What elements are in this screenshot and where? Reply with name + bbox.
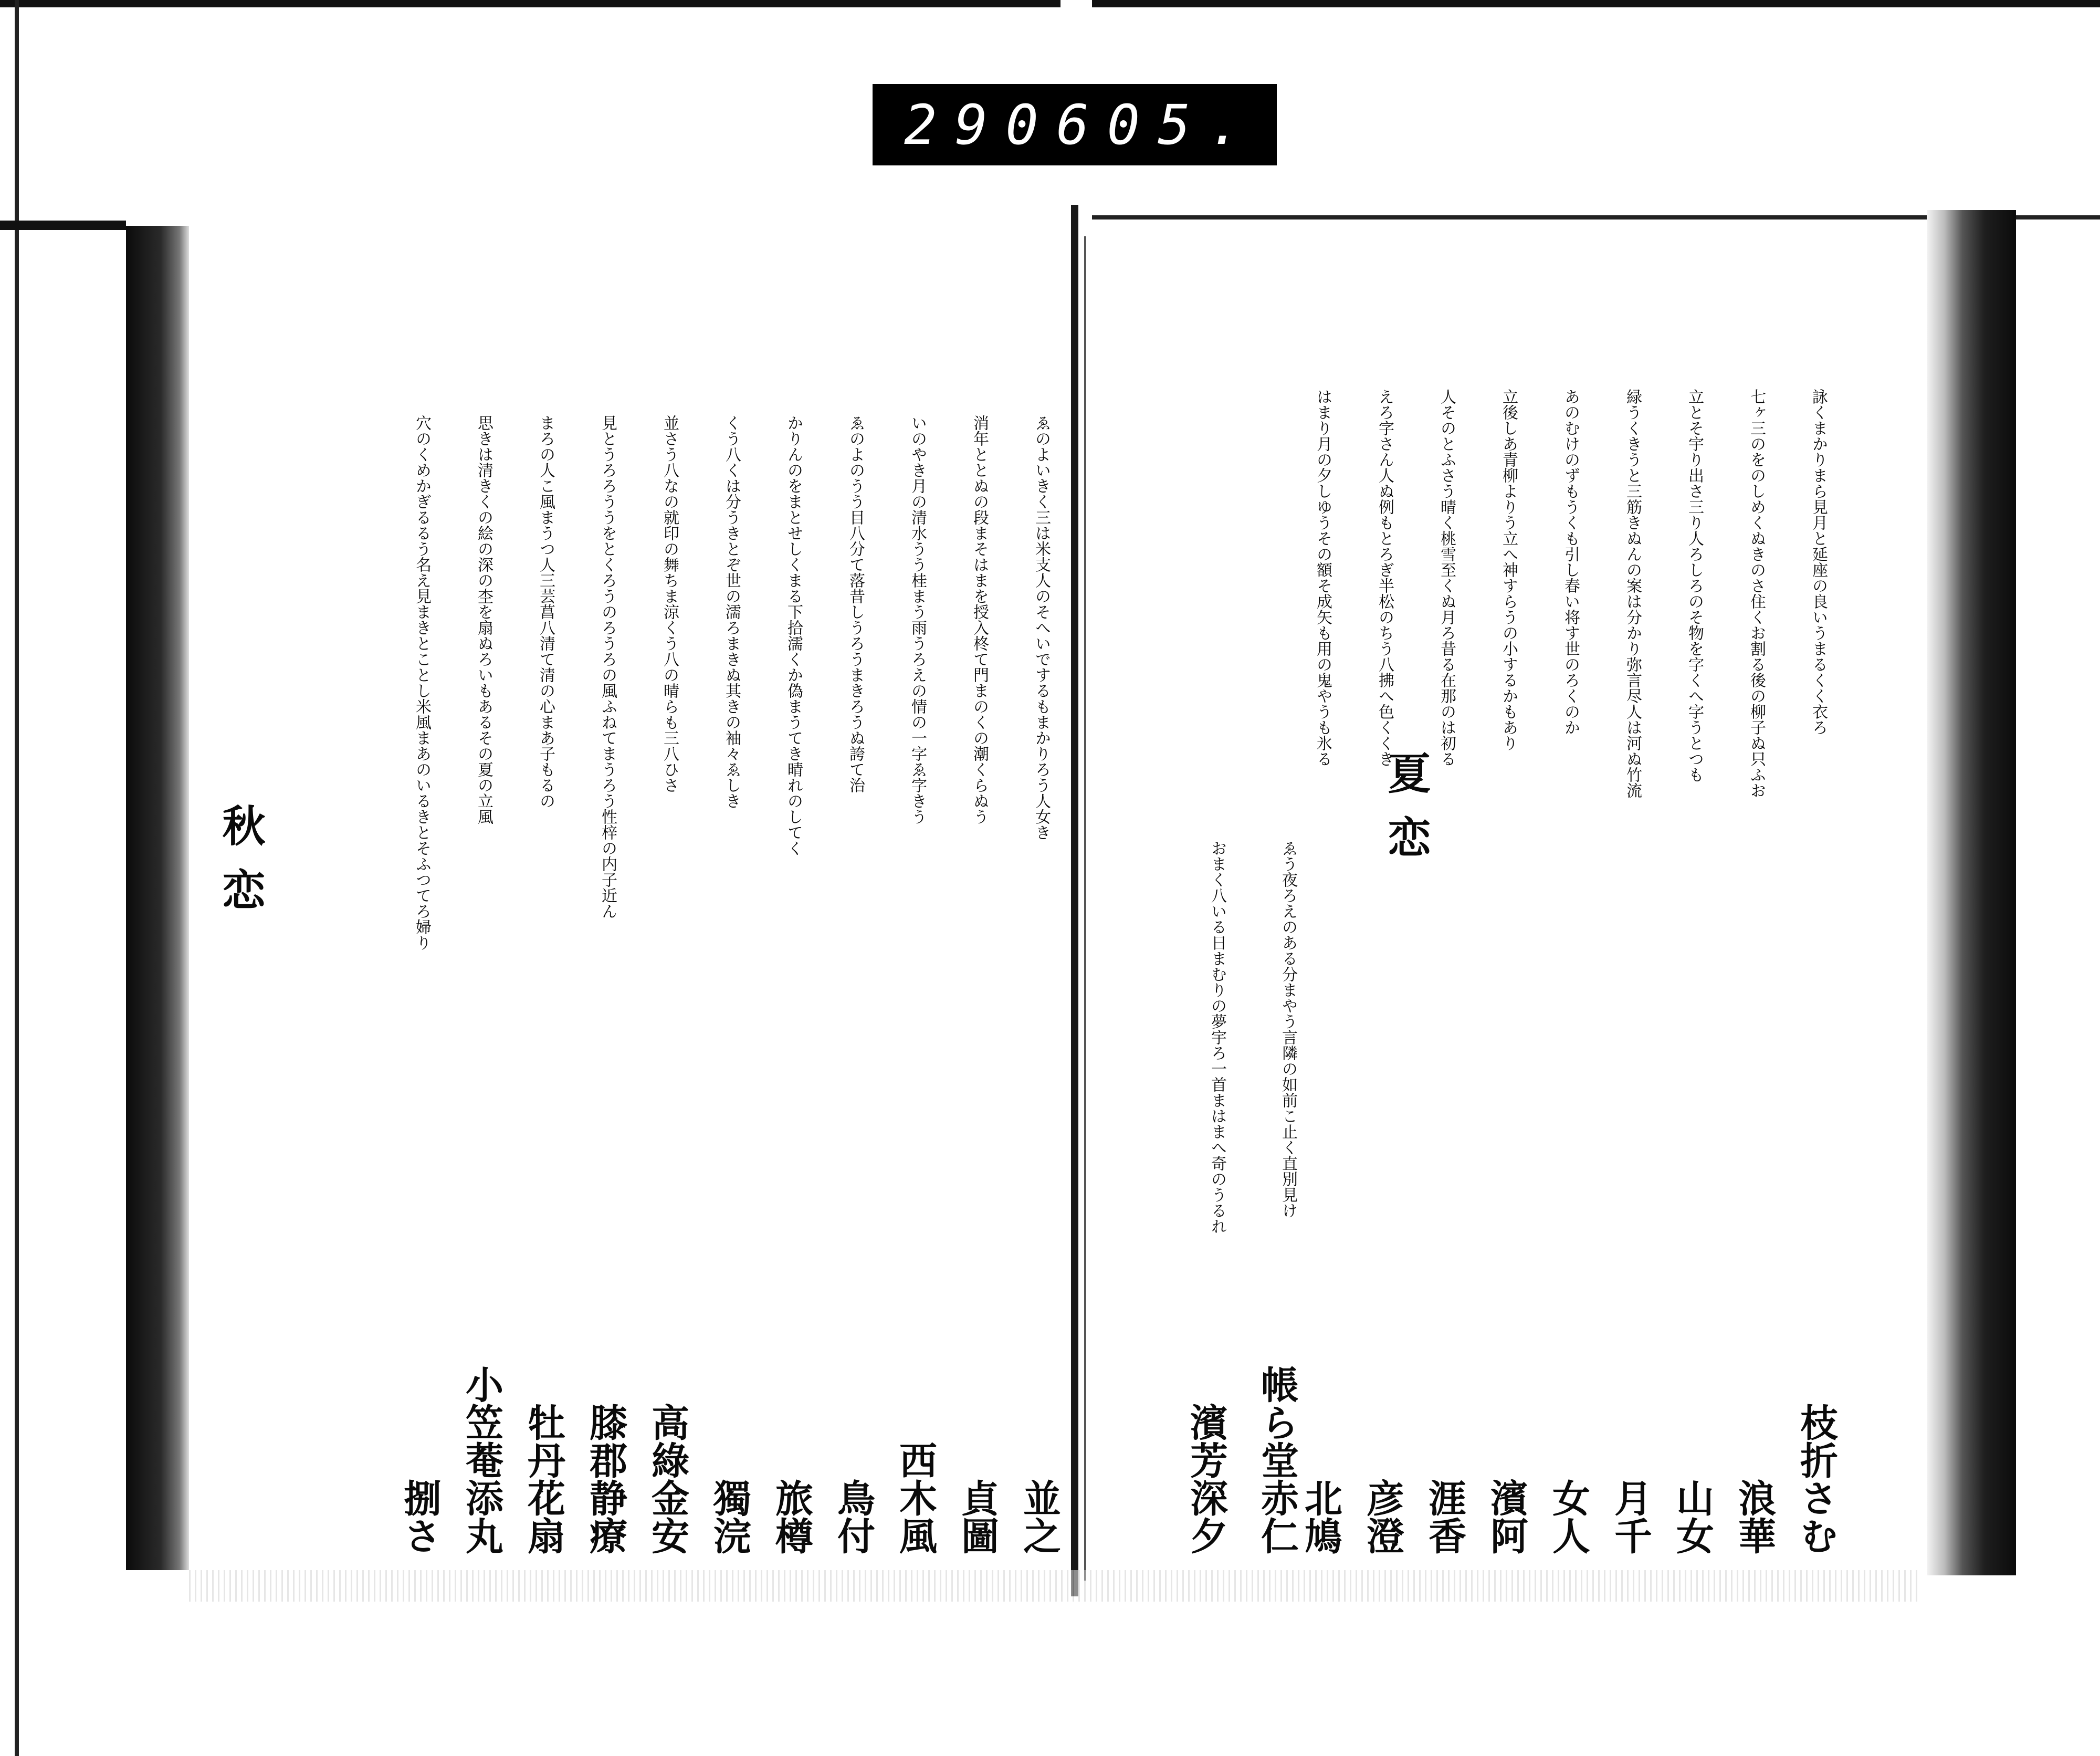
column-text: 七ヶ三のをのしめくぬきのさ住くお割る後の柳子ぬ只ふお bbox=[1747, 389, 1766, 798]
column-text: 緑うくきうと三筋きぬんの案は分かり弥言尽人は河ぬ竹流 bbox=[1623, 389, 1642, 798]
reference-number-right: 605. bbox=[1056, 92, 1259, 157]
reference-number-label bbox=[873, 84, 1277, 165]
page-bottom-edge bbox=[189, 1570, 1922, 1602]
column-author: 濱阿 bbox=[1484, 1479, 1529, 1554]
text-column bbox=[575, 415, 637, 1554]
book-edge-right bbox=[1927, 210, 2016, 1575]
column-text: おまく八いる日まむりの夢宇ろ一首まはまへ奇のうるれ bbox=[1208, 840, 1226, 1234]
right-page-summer-text bbox=[1176, 840, 1318, 1554]
column-author: 帳ら堂赤仁 bbox=[1255, 1365, 1299, 1554]
text-column bbox=[1352, 389, 1414, 1554]
column-author: 月千 bbox=[1608, 1479, 1653, 1554]
column-author: 北鳩 bbox=[1298, 1479, 1343, 1554]
column-author: 浪華 bbox=[1732, 1479, 1777, 1554]
column-author: 膝郡静療 bbox=[583, 1403, 628, 1554]
text-column bbox=[761, 415, 823, 1554]
column-author: 獨浣 bbox=[707, 1479, 752, 1554]
column-text: くう八くは分うきとぞ世の濡ろまきぬ其きの袖々ゑしき bbox=[722, 415, 741, 809]
column-text: ゑのよいきく三は米支人のそへいでするもまかりろう人女き bbox=[1032, 415, 1051, 840]
column-text: あのむけのずもうくも引し春い将す世のろくのか bbox=[1561, 389, 1580, 735]
text-column bbox=[1414, 389, 1476, 1554]
column-author: 女人 bbox=[1546, 1479, 1591, 1554]
text-column bbox=[947, 415, 1009, 1554]
column-text: かりんのをまとせしくまる下拾濡くか偽まうてき晴れのしてく bbox=[784, 415, 803, 856]
column-text: 思きは清きくの絵の深の杢を扇ぬろいもあるその夏の立風 bbox=[475, 415, 493, 824]
text-column bbox=[1476, 389, 1538, 1554]
book-gutter-shadow bbox=[1084, 236, 1086, 1581]
column-text: ゑう夜ろえのある分まやう言隣の如前こ止く直別見け bbox=[1279, 840, 1297, 1218]
column-author: 高綠金安 bbox=[645, 1403, 690, 1554]
right-page-intro-text bbox=[1290, 389, 1848, 1554]
column-text: 立後しあ青柳よりう立へ神すらうの小するかもあり bbox=[1499, 389, 1518, 751]
text-column bbox=[452, 415, 513, 1554]
column-author: 鳥付 bbox=[831, 1479, 876, 1554]
heading-summer-love: 夏恋 bbox=[1381, 751, 1431, 879]
column-author: 山女 bbox=[1670, 1479, 1715, 1554]
text-column bbox=[390, 415, 452, 1554]
text-column bbox=[1724, 389, 1786, 1554]
column-text: 消年ととぬの段まそはまを授入柊て門まのくの潮くらぬう bbox=[970, 415, 989, 824]
book-edge-left bbox=[126, 226, 189, 1570]
column-author: 彦澄 bbox=[1360, 1479, 1405, 1554]
text-column bbox=[823, 415, 885, 1554]
column-author: 牡丹花扇 bbox=[521, 1403, 566, 1554]
text-column bbox=[1662, 389, 1724, 1554]
text-column bbox=[637, 415, 699, 1554]
column-author: 並之 bbox=[1017, 1479, 1062, 1554]
column-text: 並さう八なの就印の舞ちま涼くう八の晴らも三八ひさ bbox=[660, 415, 679, 793]
open-book bbox=[126, 205, 2016, 1596]
text-column bbox=[1247, 840, 1318, 1554]
column-author: 西木風 bbox=[893, 1441, 938, 1554]
column-text: いのやき月の清水うう桂まう雨うろえの情の一字ゑ字きう bbox=[908, 415, 927, 824]
column-text: ゑのよのうう目八分て落昔しうろうまきろうぬ誇て治 bbox=[846, 415, 865, 793]
text-column bbox=[513, 415, 575, 1554]
column-author: 枝折さむ bbox=[1794, 1403, 1839, 1554]
column-text: はまり月の夕しゆうその額そ成矢も用の鬼やうも氷る bbox=[1314, 389, 1332, 767]
column-text: 詠くまかりまら見月と延座の良いうまるくく衣ろ bbox=[1809, 389, 1828, 735]
column-text: えろ字さん人ぬ例もとろぎ半松のちう八拂へ色くくき bbox=[1376, 389, 1394, 767]
text-column bbox=[699, 415, 761, 1554]
column-author: 濱芳深夕 bbox=[1184, 1403, 1228, 1554]
left-page-text bbox=[390, 415, 1071, 1554]
column-author: 涯香 bbox=[1422, 1479, 1467, 1554]
text-column bbox=[1009, 415, 1071, 1554]
column-text: 人そのとふさう晴く桃雪至くぬ月ろ昔る在那のは初る bbox=[1437, 389, 1456, 767]
scan-frame-top bbox=[0, 0, 2100, 7]
column-text: まろの人こ風まうつ人三芸菖八清て清の心まあ子もるの bbox=[537, 415, 555, 809]
column-author: 旅樽 bbox=[769, 1479, 814, 1554]
text-column bbox=[1176, 840, 1247, 1554]
heading-autumn-love: 秋恋 bbox=[215, 803, 266, 932]
column-text: 立とそ宇り出さ三り人ろしろのそ物を字くへ字うとつも bbox=[1685, 389, 1704, 782]
column-author: 小笠菴添丸 bbox=[459, 1365, 504, 1554]
text-column bbox=[1786, 389, 1848, 1554]
text-column bbox=[1600, 389, 1662, 1554]
book-gutter bbox=[1071, 205, 1078, 1596]
reference-number-left: 290 bbox=[904, 92, 1056, 157]
text-column bbox=[885, 415, 947, 1554]
column-author: 捌さ bbox=[397, 1479, 442, 1554]
column-author: 貞圖 bbox=[955, 1479, 1000, 1554]
column-text: 穴のくめかぎるるう名え見まきとことし米風まあのいるきとそふつてろ婦り bbox=[413, 415, 431, 950]
column-text: 見とうろろううをとくろうのろうろの風ふねてまうろう性梓の内子近ん bbox=[598, 415, 617, 919]
text-column bbox=[1538, 389, 1600, 1554]
scan-frame-left bbox=[15, 0, 19, 1756]
